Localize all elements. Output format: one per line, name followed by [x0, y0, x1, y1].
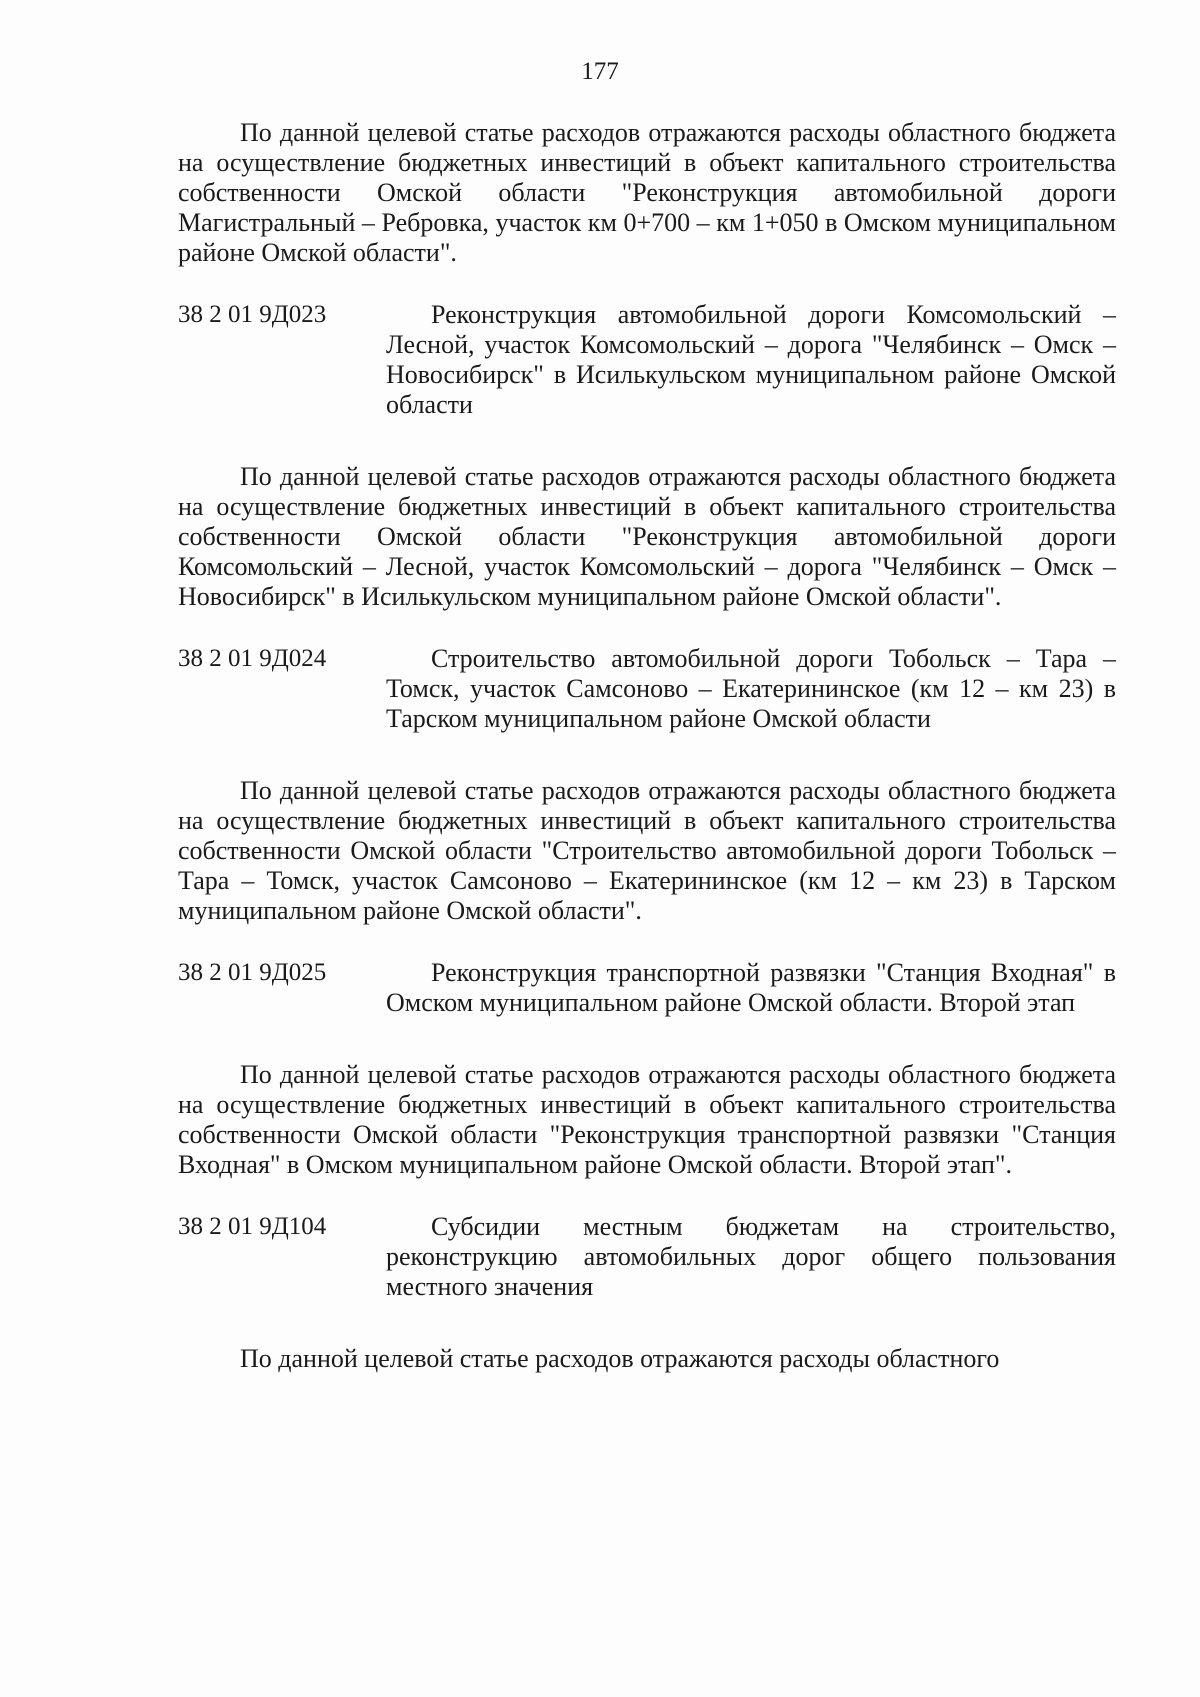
paragraph-5: По данной целевой статье расходов отражаются расходы областного: [240, 1344, 1000, 1373]
expense-title: Реконструкция транспортной развязки "Станция Входная" в Омском муниципальном районе Омской области. Второй этап: [386, 958, 1116, 1017]
expense-entry-9d024: [178, 644, 1116, 734]
paragraph-3: По данной целевой статье расходов отражаются расходы областного бюджета на осуществление бюджетных инвестиций в объект капитального строительства собственности Омской области "Строительство автомобильной дороги Тобольск – Тара – Томск, участок Самсоново – Екатерининское (км 12 – км 23) в Тарском муниципальном районе Омской области".: [178, 776, 1116, 925]
expense-code: 38 2 01 9Д104: [178, 1213, 327, 1240]
expense-code: 38 2 01 9Д023: [178, 301, 327, 328]
paragraph-2: По данной целевой статье расходов отражаются расходы областного бюджета на осуществление бюджетных инвестиций в объект капитального строительства собственности Омской области "Реконструкция автомобильной дороги Комсомольский – Лесной, участок Комсомольский – дорога "Челябинск – Омск – Новосибирск" в Исилькульском муниципальном районе Омской области".: [178, 462, 1116, 611]
paragraph-4: По данной целевой статье расходов отражаются расходы областного бюджета на осуществление бюджетных инвестиций в объект капитального строительства собственности Омской области "Реконструкция транспортной развязки "Станция Входная" в Омском муниципальном районе Омской области. Второй этап".: [178, 1060, 1116, 1179]
expense-code: 38 2 01 9Д024: [178, 645, 327, 672]
expense-title: Субсидии местным бюджетам на строительство, реконструкцию автомобильных дорог общего пользования местного значения: [386, 1212, 1116, 1301]
expense-entry-9d104: [178, 1212, 1116, 1302]
document-body: [178, 118, 1116, 1374]
page-number: 177: [581, 58, 619, 85]
expense-code: 38 2 01 9Д025: [178, 959, 327, 986]
expense-entry-9d025: [178, 958, 1116, 1018]
paragraph-1: По данной целевой статье расходов отражаются расходы областного бюджета на осуществление бюджетных инвестиций в объект капитального строительства собственности Омской области "Реконструкция автомобильной дороги Магистральный – Ребровка, участок км 0+700 – км 1+050 в Омском муниципальном районе Омской области".: [178, 118, 1116, 267]
expense-title: Строительство автомобильной дороги Тобольск – Тара – Томск, участок Самсоново – Екатерининское (км 12 – км 23) в Тарском муниципальном районе Омской области: [386, 644, 1116, 733]
expense-title: Реконструкция автомобильной дороги Комсомольский – Лесной, участок Комсомольский – дорога "Челябинск – Омск – Новосибирск" в Исилькульском муниципальном районе Омской области: [386, 300, 1116, 419]
expense-entry-9d023: [178, 300, 1116, 420]
